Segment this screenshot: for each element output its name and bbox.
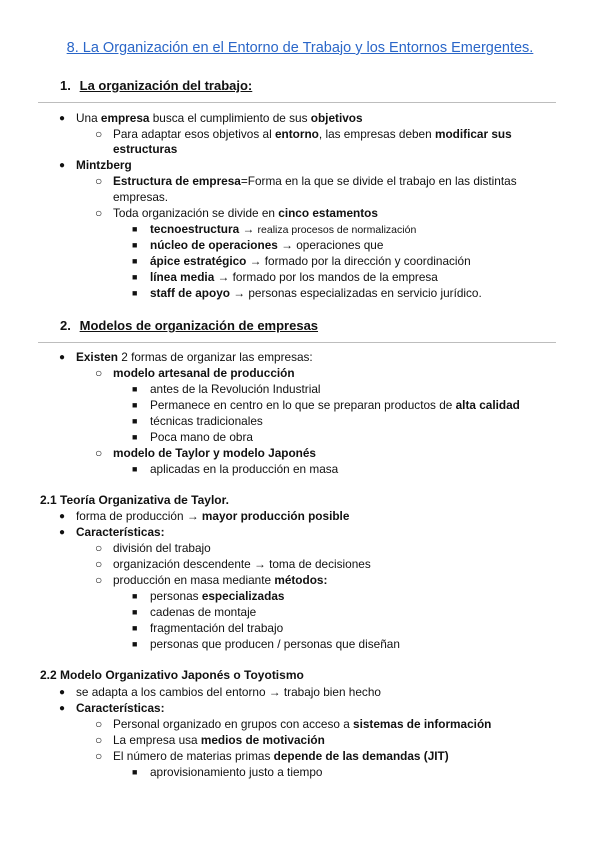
bullet-icon: ■ <box>132 256 138 266</box>
bold-text: especializadas <box>201 589 285 603</box>
bold-text: línea media <box>150 270 215 284</box>
bold-text: modelo de Taylor y modelo Japonés <box>113 446 316 460</box>
section-2-number: 2. <box>60 318 71 333</box>
section22-line-1 <box>76 701 165 716</box>
section1-line-10 <box>150 270 438 285</box>
text: fragmentación del trabajo <box>150 621 284 635</box>
text: → formado por la dirección y coordinación <box>246 254 471 268</box>
text: =Forma en la que se divide el trabajo en las distintas <box>240 174 517 188</box>
bullet-icon: ■ <box>132 240 138 250</box>
bullet-icon: ■ <box>132 639 138 649</box>
section21-line-6 <box>150 605 256 620</box>
bullet-icon: ● <box>59 687 66 698</box>
bold-text: entorno <box>274 127 319 141</box>
section21-line-5 <box>150 589 284 604</box>
bullet-icon: ● <box>59 527 66 538</box>
bold-text: núcleo de operaciones <box>150 238 278 252</box>
bullet-icon: ■ <box>132 432 138 442</box>
text: El número de materias primas <box>113 749 274 763</box>
section21-line-0 <box>76 509 349 524</box>
section2-line-3 <box>150 398 520 413</box>
section-2-heading <box>60 318 318 333</box>
bold-text: objetivos <box>310 111 363 125</box>
bold-text: ápice estratégico <box>150 254 247 268</box>
text: Poca mano de obra <box>150 430 253 444</box>
bullet-icon: ● <box>59 352 66 363</box>
bullet-icon: ■ <box>132 591 138 601</box>
bold-text: Existen <box>76 350 118 364</box>
text: cadenas de montaje <box>150 605 257 619</box>
bullet-icon: ○ <box>95 127 103 141</box>
bullet-icon: ■ <box>132 767 138 777</box>
bold-text: mayor producción posible <box>201 509 350 523</box>
section21-line-7 <box>150 621 283 636</box>
text: forma de producción → <box>76 509 202 523</box>
bullet-icon: ■ <box>132 288 138 298</box>
section22-line-2 <box>113 717 491 732</box>
bullet-icon: ● <box>59 160 66 171</box>
bullet-icon: ■ <box>132 400 138 410</box>
bold-text: tecnoestructura <box>150 222 240 236</box>
section1-line-8 <box>150 238 383 253</box>
section-2-divider <box>38 342 556 343</box>
section1-line-9 <box>150 254 471 269</box>
bold-text: Estructura de empresa <box>113 174 241 188</box>
bullet-icon: ○ <box>95 557 103 571</box>
bullet-icon: ■ <box>132 607 138 617</box>
text: → <box>239 222 258 236</box>
section-2-2-heading: 2.2 Modelo Organizativo Japonés o Toyotismo <box>40 668 304 682</box>
text: → operaciones que <box>277 238 384 252</box>
text: → formado por los mandos de la empresa <box>214 270 438 284</box>
bullet-icon: ○ <box>95 541 103 555</box>
bullet-icon: ■ <box>132 416 138 426</box>
text: Una <box>76 111 101 125</box>
bold-text: depende de las demandas (JIT) <box>273 749 449 763</box>
text: 2 formas de organizar las empresas: <box>117 350 313 364</box>
bold-text: estructuras <box>113 142 178 156</box>
section21-line-4 <box>113 573 327 588</box>
bold-text: alta calidad <box>455 398 520 412</box>
section22-line-3 <box>113 733 325 748</box>
text: división del trabajo <box>113 541 211 555</box>
section-2-1-heading: 2.1 Teoría Organizativa de Taylor. <box>40 493 229 507</box>
text: producción en masa mediante <box>113 573 275 587</box>
bold-text: Mintzberg <box>76 158 132 172</box>
section2-line-6 <box>113 446 316 461</box>
bold-text: métodos: <box>274 573 328 587</box>
section1-line-7 <box>150 222 416 238</box>
section1-line-2 <box>113 142 177 157</box>
section-2-title: Modelos de organización de empresas <box>79 318 319 333</box>
text: Toda organización se divide en <box>113 206 279 220</box>
text: organización descendente → toma de decisiones <box>113 557 371 571</box>
section2-line-4 <box>150 414 263 429</box>
section21-line-8 <box>150 637 400 652</box>
bullet-icon: ○ <box>95 573 103 587</box>
text: Para adaptar esos objetivos al <box>113 127 275 141</box>
section-1-number: 1. <box>60 78 71 93</box>
section21-line-3 <box>113 557 371 572</box>
bold-text: cinco estamentos <box>278 206 378 220</box>
section21-line-2 <box>113 541 211 556</box>
bullet-icon: ○ <box>95 174 103 188</box>
bullet-icon: ○ <box>95 366 103 380</box>
section2-line-1 <box>113 366 295 381</box>
bullet-icon: ○ <box>95 446 103 460</box>
section-1-title: La organización del trabajo: <box>79 78 253 93</box>
text: aprovisionamiento justo a tiempo <box>150 765 323 779</box>
bullet-icon: ■ <box>132 272 138 282</box>
bold-text: Características: <box>76 525 165 539</box>
bold-text: sistemas de información <box>353 717 492 731</box>
section-1-heading <box>60 78 252 93</box>
section2-line-7 <box>150 462 338 477</box>
section2-line-5 <box>150 430 253 445</box>
bold-text: medios de motivación <box>200 733 325 747</box>
section1-line-11 <box>150 286 482 301</box>
section22-line-0 <box>76 685 381 700</box>
text: , las empresas deben <box>318 127 435 141</box>
section-1-divider <box>38 102 556 103</box>
bullet-icon: ■ <box>132 384 138 394</box>
text: técnicas tradicionales <box>150 414 263 428</box>
text: La empresa usa <box>113 733 201 747</box>
bullet-icon: ● <box>59 113 66 124</box>
bullet-icon: ● <box>59 511 66 522</box>
bold-text: empresa <box>100 111 150 125</box>
text: Permanece en centro en lo que se preparan productos de <box>150 398 456 412</box>
section1-line-3 <box>76 158 132 173</box>
text: realiza procesos de normalización <box>257 224 417 236</box>
bold-text: Características: <box>76 701 165 715</box>
text: → personas especializadas en servicio jurídico. <box>229 286 482 300</box>
section2-line-2 <box>150 382 321 397</box>
text: busca el cumplimiento de sus <box>149 111 311 125</box>
text: aplicadas en la producción en masa <box>150 462 339 476</box>
section21-line-1 <box>76 525 165 540</box>
bullet-icon: ○ <box>95 733 103 747</box>
text: personas que producen / personas que diseñan <box>150 637 400 651</box>
section22-line-4 <box>113 749 449 764</box>
text: antes de la Revolución Industrial <box>150 382 321 396</box>
section1-line-5 <box>113 190 168 205</box>
text: personas <box>150 589 202 603</box>
section1-line-6 <box>113 206 378 221</box>
bold-text: staff de apoyo <box>150 286 230 300</box>
section1-line-1 <box>113 127 512 142</box>
section22-line-5 <box>150 765 322 780</box>
bullet-icon: ■ <box>132 464 138 474</box>
bullet-icon: ○ <box>95 206 103 220</box>
text: empresas. <box>113 190 169 204</box>
section1-line-4 <box>113 174 517 189</box>
document-title: 8. La Organización en el Entorno de Trabajo y los Entornos Emergentes. <box>66 40 534 56</box>
bullet-icon: ● <box>59 703 66 714</box>
text: se adapta a los cambios del entorno → trabajo bien hecho <box>76 685 381 699</box>
bold-text: modificar sus <box>434 127 512 141</box>
bullet-icon: ■ <box>132 623 138 633</box>
bullet-icon: ■ <box>132 224 138 234</box>
bullet-icon: ○ <box>95 717 103 731</box>
bold-text: modelo artesanal de producción <box>113 366 295 380</box>
section2-line-0 <box>76 350 313 365</box>
text: Personal organizado en grupos con acceso a <box>113 717 354 731</box>
section1-line-0 <box>76 111 363 126</box>
bullet-icon: ○ <box>95 749 103 763</box>
